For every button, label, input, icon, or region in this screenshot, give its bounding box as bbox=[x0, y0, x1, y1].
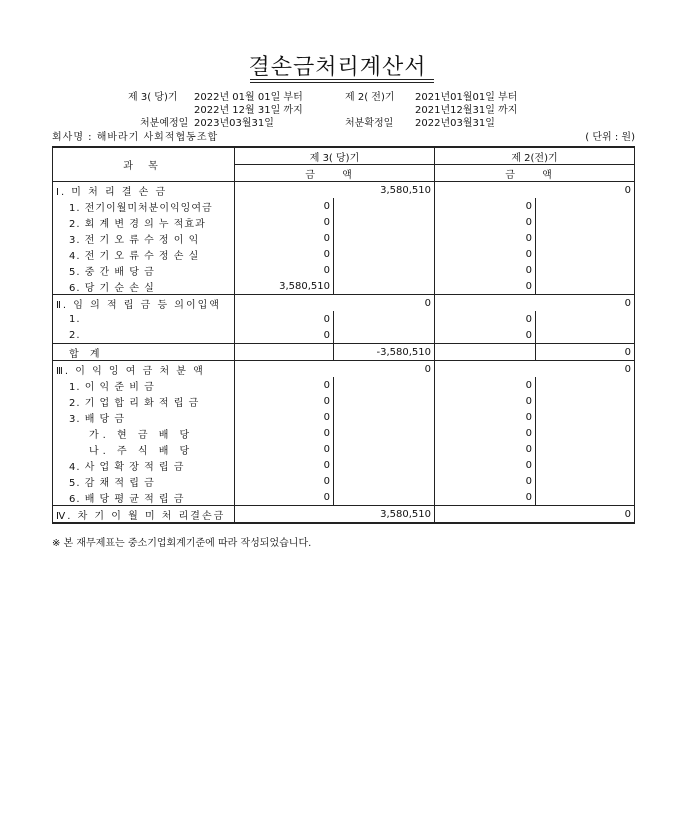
row-cur-total bbox=[334, 457, 435, 473]
header-current-period: 제 3( 당)기 bbox=[235, 147, 435, 165]
period-current-label: 제 3( 당)기 bbox=[128, 92, 178, 103]
row-label: 2. bbox=[53, 327, 235, 344]
row-cur-detail: 0 bbox=[235, 489, 334, 506]
row-label: 3. 배 당 금 bbox=[53, 409, 235, 425]
row-cur-detail: 0 bbox=[235, 327, 334, 344]
row-pri-detail: 0 bbox=[435, 489, 536, 506]
row-label: Ⅰ. 미 처 리 결 손 금 bbox=[53, 182, 235, 199]
header-amount-prior: 금 액 bbox=[435, 165, 635, 182]
header-prior-period: 제 2(전)기 bbox=[435, 147, 635, 165]
table-row bbox=[53, 377, 635, 393]
row-pri-detail: 0 bbox=[435, 473, 536, 489]
row-pri-total bbox=[536, 198, 635, 214]
row-pri-detail: 0 bbox=[435, 457, 536, 473]
table-row bbox=[53, 198, 635, 214]
row-pri-total bbox=[536, 262, 635, 278]
row-cur-total bbox=[334, 393, 435, 409]
table-row bbox=[53, 473, 635, 489]
row-pri-total bbox=[536, 489, 635, 506]
row-cur-detail bbox=[235, 295, 334, 312]
table-row bbox=[53, 278, 635, 295]
row-label: Ⅱ. 임 의 적 립 금 등 의이입액 bbox=[53, 295, 235, 312]
table-row bbox=[53, 506, 635, 524]
row-pri-total bbox=[536, 425, 635, 441]
document-title: 결손금처리계산서 bbox=[248, 55, 427, 80]
period-current-to: 2022년 12월 31일 까지 bbox=[194, 105, 303, 116]
title-underline-top bbox=[250, 79, 434, 80]
row-cur-detail: 0 bbox=[235, 393, 334, 409]
row-pri-detail bbox=[435, 361, 536, 378]
row-pri-total: 0 bbox=[536, 344, 635, 361]
row-cur-detail bbox=[235, 361, 334, 378]
period-current-from: 2022년 01월 01일 부터 bbox=[194, 92, 303, 103]
row-label: 3. 전 기 오 류 수 정 이 익 bbox=[53, 230, 235, 246]
table-row bbox=[53, 182, 635, 199]
row-pri-total bbox=[536, 377, 635, 393]
row-pri-detail: 0 bbox=[435, 327, 536, 344]
row-cur-detail: 0 bbox=[235, 425, 334, 441]
table-row bbox=[53, 425, 635, 441]
row-label: 1. bbox=[53, 311, 235, 327]
row-label: Ⅲ. 이 익 잉 여 금 처 분 액 bbox=[53, 361, 235, 378]
row-cur-total bbox=[334, 327, 435, 344]
row-cur-detail: 0 bbox=[235, 198, 334, 214]
row-pri-detail: 0 bbox=[435, 425, 536, 441]
disposal-planned-label: 처분예정일 bbox=[140, 118, 189, 129]
row-cur-total bbox=[334, 441, 435, 457]
row-cur-detail: 3,580,510 bbox=[235, 278, 334, 295]
row-label: 4. 전 기 오 류 수 정 손 실 bbox=[53, 246, 235, 262]
row-label: 2. 회 계 변 경 의 누 적효과 bbox=[53, 214, 235, 230]
row-cur-detail: 0 bbox=[235, 457, 334, 473]
row-pri-detail: 0 bbox=[435, 278, 536, 295]
row-cur-detail: 0 bbox=[235, 377, 334, 393]
row-pri-detail bbox=[435, 344, 536, 361]
table-row bbox=[53, 214, 635, 230]
row-pri-detail: 0 bbox=[435, 230, 536, 246]
row-pri-total bbox=[536, 311, 635, 327]
row-cur-detail: 0 bbox=[235, 441, 334, 457]
row-label: Ⅳ. 차 기 이 월 미 처 리결손금 bbox=[53, 506, 235, 524]
row-cur-detail bbox=[235, 344, 334, 361]
table-row bbox=[53, 230, 635, 246]
row-cur-total: -3,580,510 bbox=[334, 344, 435, 361]
row-pri-detail: 0 bbox=[435, 393, 536, 409]
row-cur-total bbox=[334, 278, 435, 295]
row-pri-total bbox=[536, 473, 635, 489]
row-cur-detail: 0 bbox=[235, 214, 334, 230]
row-cur-total: 0 bbox=[334, 295, 435, 312]
row-pri-detail: 0 bbox=[435, 214, 536, 230]
disposal-planned-date: 2023년03월31일 bbox=[194, 118, 274, 129]
row-cur-total bbox=[334, 246, 435, 262]
row-cur-total bbox=[334, 198, 435, 214]
table-row bbox=[53, 262, 635, 278]
footnote: ※ 본 재무제표는 중소기업회계기준에 따라 작성되었습니다. bbox=[52, 538, 312, 549]
row-pri-total: 0 bbox=[536, 506, 635, 524]
table-row bbox=[53, 441, 635, 457]
title-underline-bottom bbox=[250, 82, 434, 83]
row-pri-total bbox=[536, 214, 635, 230]
table-row bbox=[53, 295, 635, 312]
table-row bbox=[53, 246, 635, 262]
row-cur-total bbox=[334, 214, 435, 230]
row-pri-detail: 0 bbox=[435, 246, 536, 262]
row-cur-total bbox=[334, 473, 435, 489]
row-label: 5. 감 채 적 립 금 bbox=[53, 473, 235, 489]
row-pri-detail: 0 bbox=[435, 262, 536, 278]
period-prior-to: 2021년12월31일 까지 bbox=[415, 105, 518, 116]
row-cur-total: 3,580,510 bbox=[334, 182, 435, 199]
row-pri-detail: 0 bbox=[435, 441, 536, 457]
row-label: 합 계 bbox=[53, 344, 235, 361]
table-row bbox=[53, 457, 635, 473]
row-cur-total bbox=[334, 377, 435, 393]
row-cur-detail: 0 bbox=[235, 230, 334, 246]
row-pri-total bbox=[536, 393, 635, 409]
row-pri-total bbox=[536, 409, 635, 425]
row-pri-detail: 0 bbox=[435, 377, 536, 393]
header-account: 과 목 bbox=[53, 147, 235, 182]
row-cur-total: 3,580,510 bbox=[334, 506, 435, 524]
row-pri-total bbox=[536, 327, 635, 344]
row-pri-detail bbox=[435, 506, 536, 524]
row-label: 2. 기 업 합 리 화 적 립 금 bbox=[53, 393, 235, 409]
row-pri-detail bbox=[435, 295, 536, 312]
row-cur-detail: 0 bbox=[235, 262, 334, 278]
row-label: 1. 전기이월미처분이익잉여금 bbox=[53, 198, 235, 214]
row-pri-total: 0 bbox=[536, 295, 635, 312]
company-name: 회사명 : 해바라기 사회적협동조합 bbox=[52, 132, 219, 143]
row-label: 가. 현 금 배 당 bbox=[53, 425, 235, 441]
row-cur-detail bbox=[235, 506, 334, 524]
row-cur-detail: 0 bbox=[235, 311, 334, 327]
row-pri-detail: 0 bbox=[435, 311, 536, 327]
row-pri-detail bbox=[435, 182, 536, 199]
table-row bbox=[53, 409, 635, 425]
row-cur-detail bbox=[235, 182, 334, 199]
row-cur-total bbox=[334, 425, 435, 441]
row-pri-total: 0 bbox=[536, 182, 635, 199]
row-cur-total: 0 bbox=[334, 361, 435, 378]
row-cur-total bbox=[334, 230, 435, 246]
row-pri-total bbox=[536, 278, 635, 295]
unit-label: ( 단위 : 원) bbox=[585, 132, 635, 143]
period-prior-from: 2021년01월01일 부터 bbox=[415, 92, 518, 103]
row-label: 나. 주 식 배 당 bbox=[53, 441, 235, 457]
table-row bbox=[53, 327, 635, 344]
row-cur-detail: 0 bbox=[235, 409, 334, 425]
row-cur-detail: 0 bbox=[235, 246, 334, 262]
period-prior-label: 제 2( 전)기 bbox=[345, 92, 395, 103]
table-row bbox=[53, 393, 635, 409]
row-pri-total bbox=[536, 230, 635, 246]
row-pri-total bbox=[536, 441, 635, 457]
row-label: 5. 중 간 배 당 금 bbox=[53, 262, 235, 278]
header-amount-current: 금 액 bbox=[235, 165, 435, 182]
table-row bbox=[53, 311, 635, 327]
table-row bbox=[53, 344, 635, 361]
row-pri-detail: 0 bbox=[435, 409, 536, 425]
row-cur-total bbox=[334, 262, 435, 278]
row-label: 1. 이 익 준 비 금 bbox=[53, 377, 235, 393]
disposal-confirmed-date: 2022년03월31일 bbox=[415, 118, 495, 129]
row-cur-detail: 0 bbox=[235, 473, 334, 489]
row-cur-total bbox=[334, 489, 435, 506]
row-cur-total bbox=[334, 311, 435, 327]
row-label: 4. 사 업 확 장 적 립 금 bbox=[53, 457, 235, 473]
table-row bbox=[53, 361, 635, 378]
table-row bbox=[53, 489, 635, 506]
row-pri-total bbox=[536, 457, 635, 473]
statement-table bbox=[52, 146, 635, 524]
row-pri-total: 0 bbox=[536, 361, 635, 378]
row-cur-total bbox=[334, 409, 435, 425]
row-label: 6. 당 기 순 손 실 bbox=[53, 278, 235, 295]
header-row-periods bbox=[53, 147, 635, 165]
row-pri-total bbox=[536, 246, 635, 262]
disposal-confirmed-label: 처분확정일 bbox=[345, 118, 394, 129]
row-pri-detail: 0 bbox=[435, 198, 536, 214]
row-label: 6. 배 당 평 균 적 립 금 bbox=[53, 489, 235, 506]
